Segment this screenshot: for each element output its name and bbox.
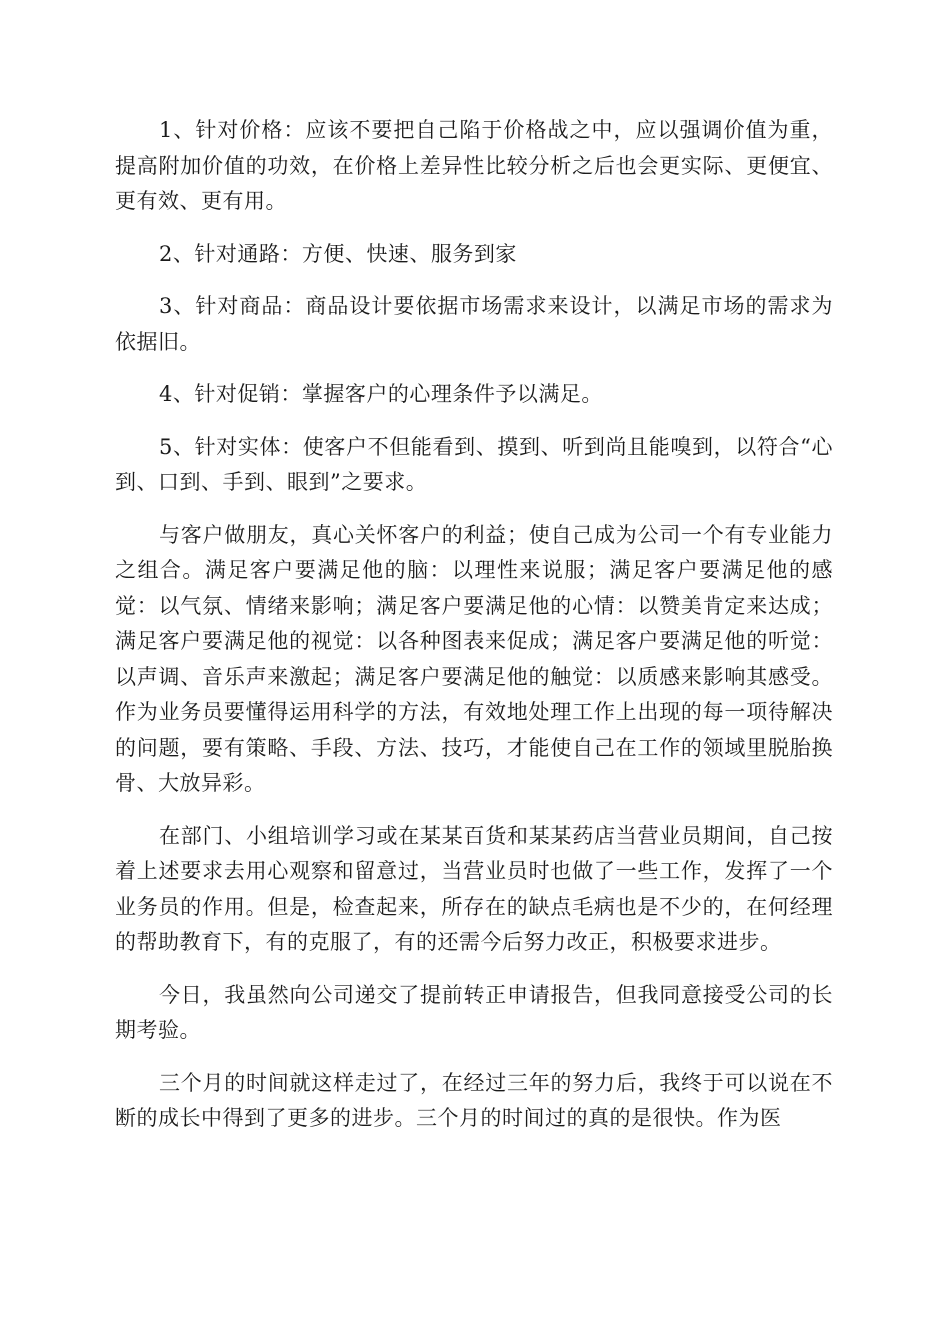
paragraph-price: 1、针对价格：应该不要把自己陷于价格战之中，应以强调价值为重，提高附加价值的功效，在价格上差异性比较分析之后也会更实际、更便宜、更有效、更有用。 [115, 118, 833, 213]
paragraph-entity: 5、针对实体：使客户不但能看到、摸到、听到尚且能嗅到，以符合“心到、口到、手到、眼到”之要求。 [115, 434, 833, 494]
paragraph-product: 3、针对商品：商品设计要依据市场需求来设计，以满足市场的需求为依据旧。 [115, 294, 833, 354]
paragraph-channel: 2、针对通路：方便、快速、服务到家 [159, 241, 517, 266]
paragraph-training: 在部门、小组培训学习或在某某百货和某某药店当营业员期间，自己按着上述要求去用心观察和留意过，当营业员时也做了一些工作，发挥了一个业务员的作用。但是，检查起来，所存在的缺点毛病也是不少的，在何经理的帮助教育下，有的克服了，有的还需今后努力改正，积极要求进步。 [115, 823, 833, 954]
paragraph-application: 今日，我虽然向公司递交了提前转正申请报告，但我同意接受公司的长期考验。 [115, 982, 833, 1042]
paragraph-three-months: 三个月的时间就这样走过了，在经过三年的努力后，我终于可以说在不断的成长中得到了更多的进步。三个月的时间过的真的是很快。作为医 [115, 1070, 833, 1130]
document-page [115, 113, 833, 1154]
paragraph-customer-friend: 与客户做朋友，真心关怀客户的利益；使自己成为公司一个有专业能力之组合。满足客户要满足他的脑：以理性来说服；满足客户要满足他的感觉：以气氛、情绪来影响；满足客户要满足他的心情：以赞美肯定来达成；满足客户要满足他的视觉：以各种图表来促成；满足客户要满足他的听觉：以声调、音乐声来激起；满足客户要满足他的触觉：以质感来影响其感受。作为业务员要懂得运用科学的方法，有效地处理工作上出现的每一项待解决的问题，要有策略、手段、方法、技巧，才能使自己在工作的领域里脱胎换骨、大放异彩。 [115, 522, 833, 795]
paragraph-promotion: 4、针对促销：掌握客户的心理条件予以满足。 [159, 382, 603, 406]
